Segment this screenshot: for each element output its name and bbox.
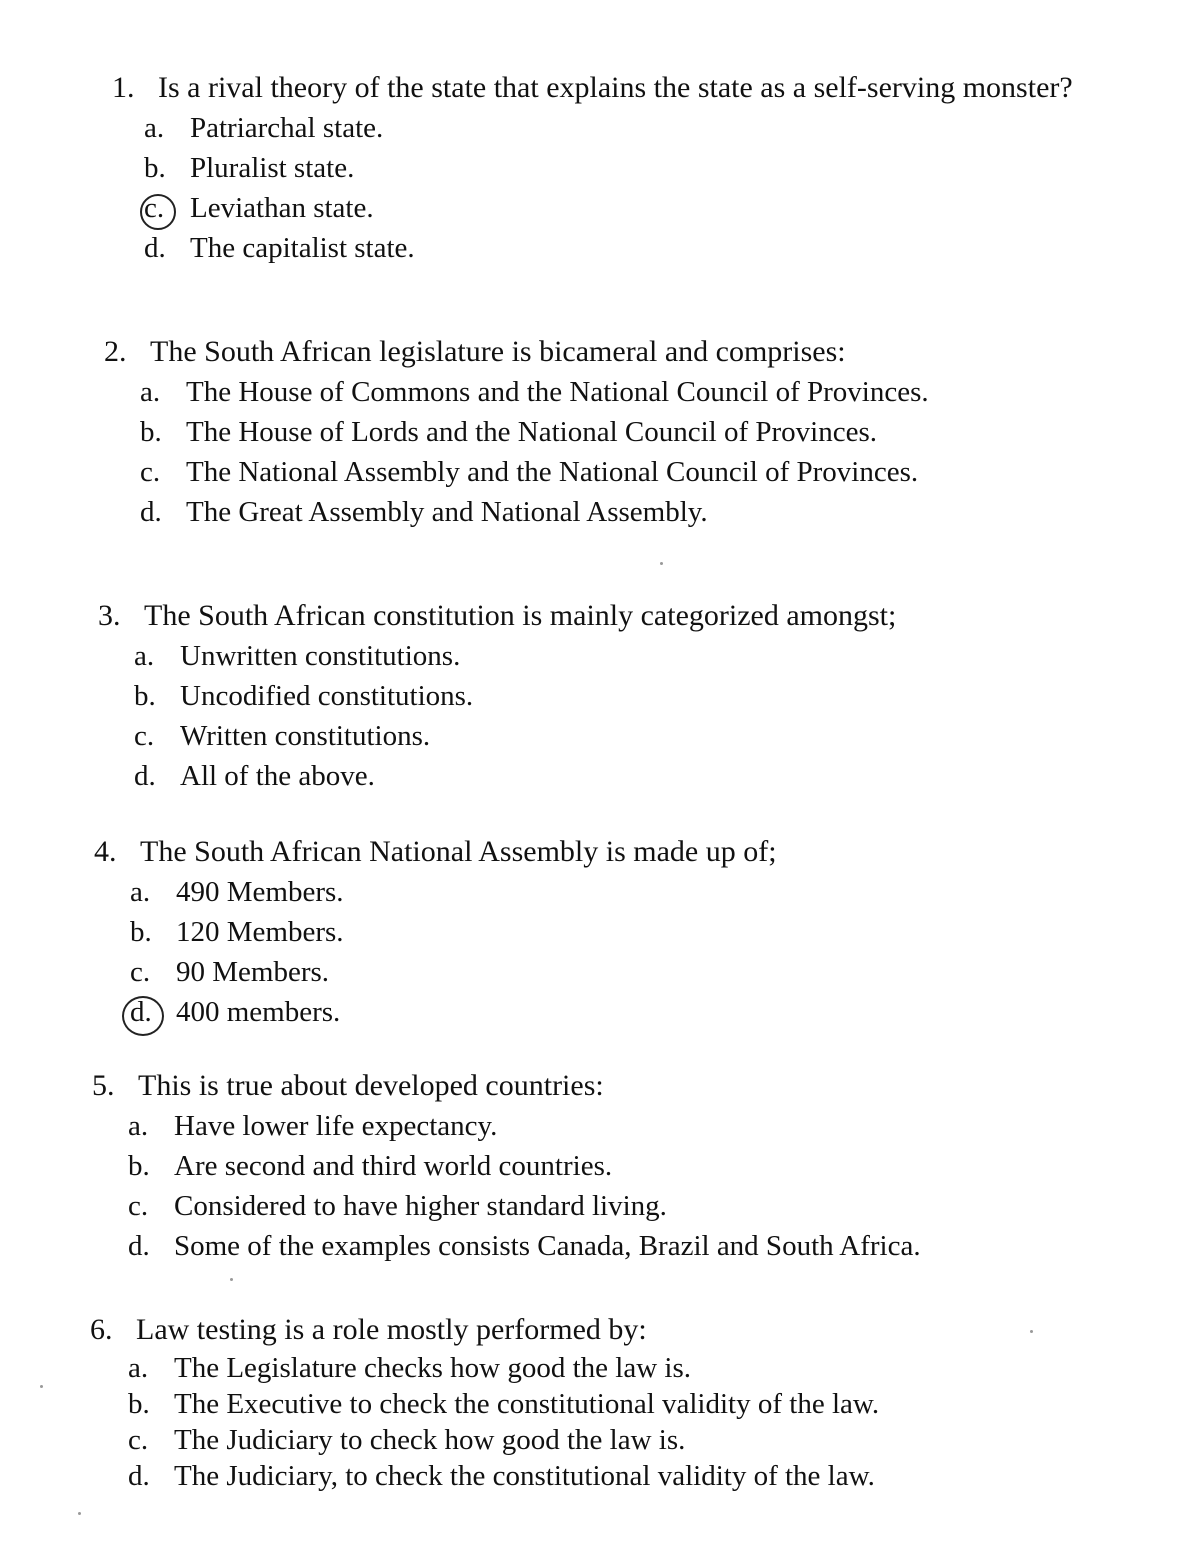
question-number: 1. xyxy=(112,71,135,104)
question-text: This is true about developed countries: xyxy=(138,1069,604,1102)
option-text: 120 Members. xyxy=(176,916,344,948)
option-a xyxy=(140,372,929,412)
option-d xyxy=(130,992,777,1032)
option-letter: b. xyxy=(130,916,152,948)
question-text: The South African legislature is bicameral and comprises: xyxy=(150,335,846,368)
question-5-line xyxy=(92,1066,921,1106)
answer-circle-mark xyxy=(140,194,176,230)
option-text: The Judiciary, to check the constitutional validity of the law. xyxy=(174,1460,875,1492)
option-a xyxy=(134,636,896,676)
question-4-line xyxy=(94,832,777,872)
option-text: The Judiciary to check how good the law is. xyxy=(174,1424,686,1456)
question-text: The South African National Assembly is made up of; xyxy=(140,835,777,868)
option-text: The Great Assembly and National Assembly. xyxy=(186,496,708,528)
option-text: The capitalist state. xyxy=(190,232,415,264)
option-text: Have lower life expectancy. xyxy=(174,1110,498,1142)
question-text: Law testing is a role mostly performed by: xyxy=(136,1313,647,1346)
option-c xyxy=(128,1422,879,1458)
question-number: 3. xyxy=(98,599,121,632)
option-text: Leviathan state. xyxy=(190,192,374,224)
question-1-line xyxy=(112,68,1073,108)
option-c xyxy=(140,452,929,492)
question-number: 5. xyxy=(92,1069,115,1102)
question-2-line xyxy=(104,332,929,372)
option-text: Considered to have higher standard living. xyxy=(174,1190,667,1222)
option-letter: b. xyxy=(144,152,166,184)
option-c xyxy=(134,716,896,756)
option-letter: d. xyxy=(128,1460,150,1492)
question-number: 2. xyxy=(104,335,127,368)
option-d xyxy=(128,1458,879,1494)
option-letter: a. xyxy=(140,376,161,408)
question-1 xyxy=(112,68,1073,268)
option-letter xyxy=(144,188,190,228)
option-text: The Legislature checks how good the law is. xyxy=(174,1352,692,1384)
scan-speck xyxy=(40,1385,43,1388)
option-d xyxy=(128,1226,921,1266)
option-b xyxy=(128,1146,921,1186)
option-letter: b. xyxy=(128,1150,150,1182)
option-letter: a. xyxy=(128,1110,149,1142)
option-c xyxy=(144,188,1073,228)
option-letter: c. xyxy=(140,456,161,488)
option-b xyxy=(140,412,929,452)
option-text: Pluralist state. xyxy=(190,152,355,184)
option-text: Written constitutions. xyxy=(180,720,431,752)
option-c xyxy=(128,1186,921,1226)
option-letter: a. xyxy=(130,876,151,908)
option-a xyxy=(130,872,777,912)
option-a xyxy=(128,1350,879,1386)
option-text: The National Assembly and the National Council of Provinces. xyxy=(186,456,919,488)
option-letter: c. xyxy=(128,1424,149,1456)
option-text: Uncodified constitutions. xyxy=(180,680,474,712)
scan-speck xyxy=(230,1278,233,1281)
question-number: 6. xyxy=(90,1313,113,1346)
option-letter xyxy=(130,992,176,1032)
option-letter: d. xyxy=(140,496,162,528)
option-b xyxy=(144,148,1073,188)
option-d xyxy=(134,756,896,796)
question-text: The South African constitution is mainly categorized amongst; xyxy=(144,599,897,632)
option-text: The House of Commons and the National Council of Provinces. xyxy=(186,376,929,408)
option-letter: d. xyxy=(134,760,156,792)
option-text: 90 Members. xyxy=(176,956,330,988)
option-letter: b. xyxy=(128,1388,150,1420)
question-2 xyxy=(104,332,929,532)
scan-speck xyxy=(660,562,663,565)
option-letter: a. xyxy=(144,112,165,144)
question-5 xyxy=(92,1066,921,1266)
option-text: Some of the examples consists Canada, Brazil and South Africa. xyxy=(174,1230,921,1262)
option-d xyxy=(140,492,929,532)
option-d xyxy=(144,228,1073,268)
option-b xyxy=(130,912,777,952)
option-letter: c. xyxy=(130,956,151,988)
option-text: 490 Members. xyxy=(176,876,344,908)
question-6-line xyxy=(90,1310,879,1350)
question-3-line xyxy=(98,596,896,636)
answer-circle-mark xyxy=(122,996,164,1036)
option-text: All of the above. xyxy=(180,760,375,792)
scan-speck xyxy=(1030,1330,1033,1333)
option-letter: c. xyxy=(134,720,155,752)
option-letter: a. xyxy=(134,640,155,672)
option-text: Are second and third world countries. xyxy=(174,1150,613,1182)
question-number: 4. xyxy=(94,835,117,868)
scan-speck xyxy=(78,1512,81,1515)
question-4 xyxy=(94,832,777,1032)
question-text: Is a rival theory of the state that explains the state as a self-serving monster? xyxy=(158,71,1073,104)
option-text: Unwritten constitutions. xyxy=(180,640,461,672)
option-c xyxy=(130,952,777,992)
option-b xyxy=(134,676,896,716)
option-text: The Executive to check the constitutional validity of the law. xyxy=(174,1388,880,1420)
option-text: 400 members. xyxy=(176,996,341,1028)
option-text: The House of Lords and the National Council of Provinces. xyxy=(186,416,878,448)
option-letter-text: c. xyxy=(144,192,165,224)
option-a xyxy=(144,108,1073,148)
option-letter: d. xyxy=(144,232,166,264)
question-6 xyxy=(90,1310,879,1494)
question-3 xyxy=(98,596,896,796)
option-b xyxy=(128,1386,879,1422)
option-text: Patriarchal state. xyxy=(190,112,384,144)
option-letter: b. xyxy=(134,680,156,712)
option-letter: b. xyxy=(140,416,162,448)
option-letter: c. xyxy=(128,1190,149,1222)
option-letter-text: d. xyxy=(130,996,152,1028)
option-letter: d. xyxy=(128,1230,150,1262)
option-a xyxy=(128,1106,921,1146)
option-letter: a. xyxy=(128,1352,149,1384)
